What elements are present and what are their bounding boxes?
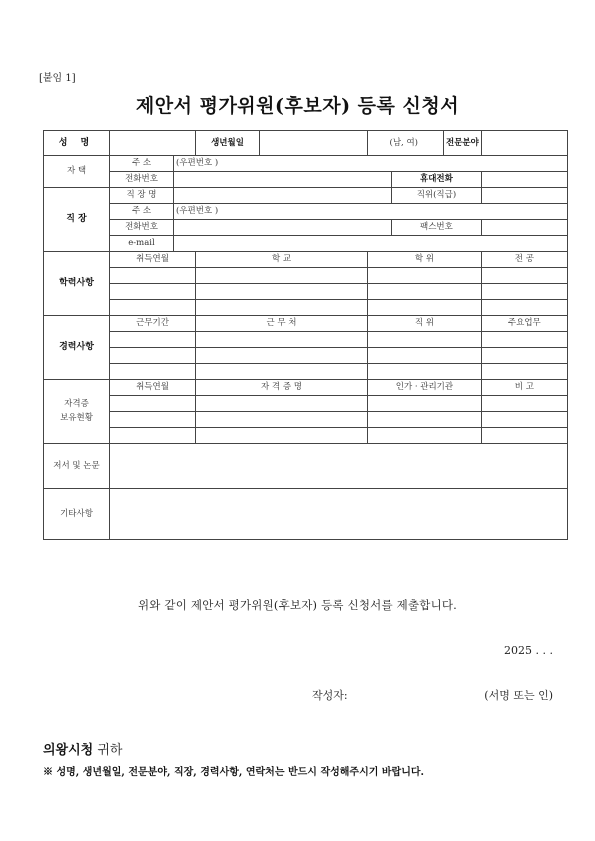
addressee-suffix: 귀하: [93, 743, 123, 758]
table-row: [44, 396, 568, 412]
table-row: [44, 268, 568, 284]
career-header-duty: 주요업무: [481, 316, 567, 332]
work-phone-label: 전화번호: [110, 220, 174, 236]
cert-label: 자격증 보유현황: [44, 380, 110, 444]
table-row: [44, 412, 568, 428]
writer-label: 작성자:: [312, 689, 348, 702]
education-label: 학력사항: [44, 252, 110, 316]
table-row: [44, 284, 568, 300]
workplace-label: 직 장 명: [110, 188, 174, 204]
papers-label: 저서 및 논문: [44, 444, 110, 489]
addressee-name: 의왕시청: [43, 743, 94, 758]
home-address-label: 주 소: [110, 156, 174, 172]
table-row: [44, 364, 568, 380]
home-label: 자 택: [44, 156, 110, 188]
edu-header-major: 전 공: [481, 252, 567, 268]
fax-label: 팩스번호: [392, 220, 482, 236]
email-field[interactable]: [174, 236, 568, 252]
birth-field[interactable]: [260, 131, 368, 156]
date-field[interactable]: 2025 . . .: [504, 644, 553, 657]
edu-header-degree: 학 위: [368, 252, 482, 268]
name-label: 성 명: [44, 131, 110, 156]
edu-header-school: 학 교: [196, 252, 368, 268]
career-header-period: 근무기간: [110, 316, 196, 332]
career-label: 경력사항: [44, 316, 110, 380]
work-address-field[interactable]: (우편번호 ): [174, 204, 568, 220]
work-label: 직 장: [44, 188, 110, 252]
edu-header-date: 취득연월: [110, 252, 196, 268]
work-address-label: 주 소: [110, 204, 174, 220]
career-header-place: 근 무 처: [196, 316, 368, 332]
work-phone-field[interactable]: [174, 220, 392, 236]
home-address-field[interactable]: (우편번호 ): [174, 156, 568, 172]
notice-text: ※ 성명, 생년월일, 전문분야, 직장, 경력사항, 연락처는 반드시 작성해주시기 바랍니다.: [43, 767, 425, 778]
signature-field[interactable]: (서명 또는 인): [484, 689, 553, 702]
mobile-field[interactable]: [481, 172, 567, 188]
cert-header-date: 취득연월: [110, 380, 196, 396]
attachment-label: [붙임 1]: [39, 73, 76, 84]
home-phone-label: 전화번호: [110, 172, 174, 188]
etc-label: 기타사항: [44, 489, 110, 540]
table-row: [44, 332, 568, 348]
mobile-label: 휴대전화: [392, 172, 482, 188]
addressee: [43, 739, 122, 758]
home-phone-field[interactable]: [174, 172, 392, 188]
cert-header-remarks: 비 고: [481, 380, 567, 396]
gender-field[interactable]: (남, 여): [368, 131, 444, 156]
specialty-label: 전문분야: [444, 131, 482, 156]
position-rank-field[interactable]: [481, 188, 567, 204]
fax-field[interactable]: [481, 220, 567, 236]
table-row: [44, 348, 568, 364]
cert-header-agency: 인가 · 관리기관: [368, 380, 482, 396]
cert-header-name: 자 격 증 명: [196, 380, 368, 396]
position-rank-label: 직위(직급): [392, 188, 482, 204]
career-header-position: 직 위: [368, 316, 482, 332]
birth-label: 생년월일: [196, 131, 260, 156]
specialty-field[interactable]: [481, 131, 567, 156]
papers-field[interactable]: [110, 444, 568, 489]
table-row: [44, 428, 568, 444]
name-field[interactable]: [110, 131, 196, 156]
registration-form: [43, 130, 568, 540]
email-label: e-mail: [110, 236, 174, 252]
page-title: 제안서 평가위원(후보자) 등록 신청서: [135, 95, 460, 117]
workplace-field[interactable]: [174, 188, 392, 204]
etc-field[interactable]: [110, 489, 568, 540]
table-row: [44, 300, 568, 316]
declaration-text: 위와 같이 제안서 평가위원(후보자) 등록 신청서를 제출합니다.: [137, 598, 458, 612]
